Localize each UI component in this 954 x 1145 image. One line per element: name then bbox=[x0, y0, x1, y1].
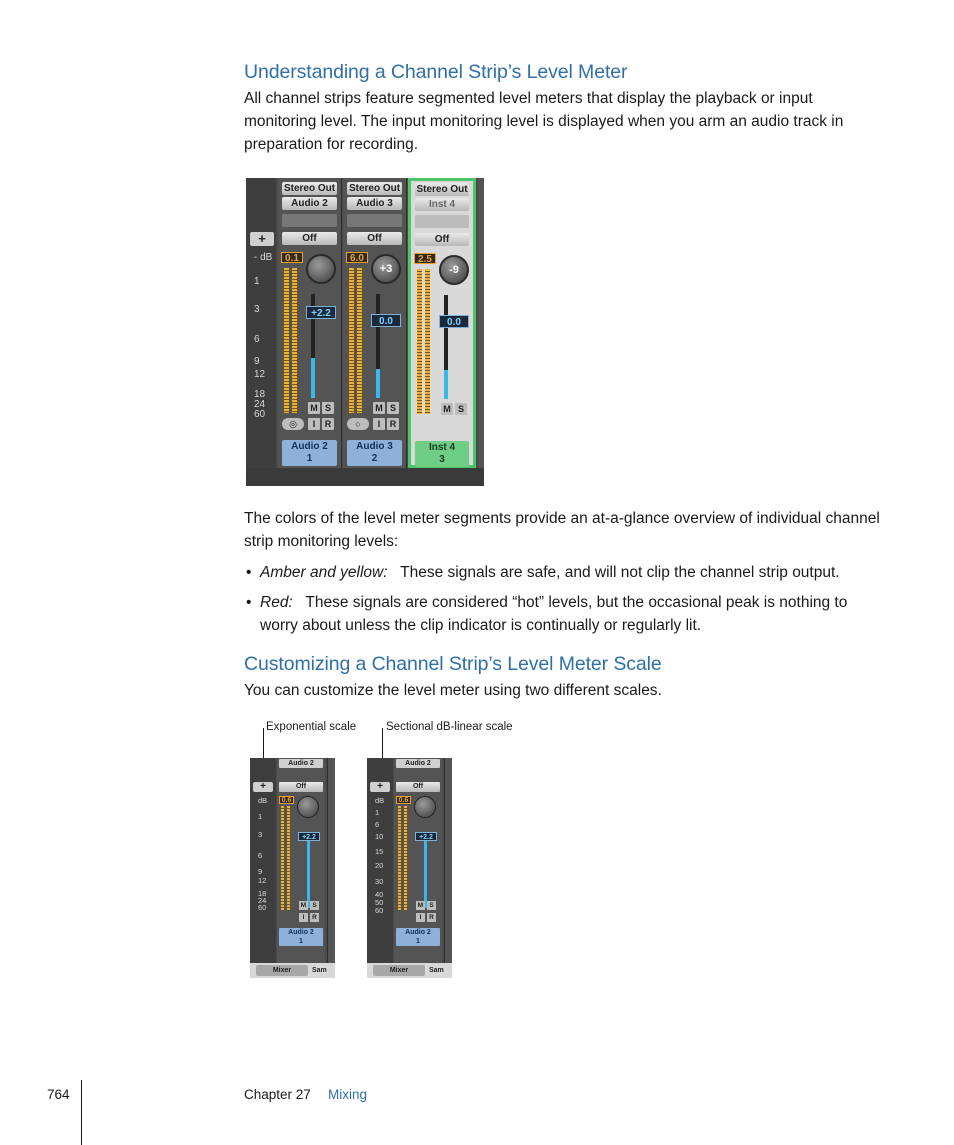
scale-tick: 3 bbox=[254, 304, 260, 315]
output-slot[interactable]: Stereo Out bbox=[416, 184, 468, 195]
scale-tick: 60 bbox=[254, 409, 266, 420]
chapter-name[interactable]: Mixing bbox=[328, 1087, 368, 1102]
scale-tick: 24 bbox=[258, 896, 267, 905]
volume-value[interactable]: +2.2 bbox=[298, 832, 320, 841]
input-format-button[interactable]: ○ bbox=[347, 418, 369, 430]
scale-tick: 50 bbox=[375, 898, 384, 907]
automation-off-button[interactable]: Off bbox=[282, 232, 337, 245]
input-monitor-button[interactable]: I bbox=[416, 913, 425, 922]
track-name-label[interactable] bbox=[415, 441, 469, 467]
track-number: 2 bbox=[371, 453, 378, 464]
level-scale bbox=[367, 758, 393, 963]
level-meter-left bbox=[417, 269, 422, 414]
scale-intro-paragraph: You can customize the level meter using two different scales. bbox=[244, 682, 662, 699]
mute-button[interactable]: M bbox=[441, 403, 453, 415]
window-tabs bbox=[367, 963, 452, 978]
volume-value[interactable]: 0.0 bbox=[439, 315, 469, 328]
input-monitor-button[interactable]: I bbox=[308, 418, 320, 430]
scale-tick: 6 bbox=[375, 820, 380, 829]
bullet-term: Amber and yellow: bbox=[260, 564, 388, 581]
record-enable-button[interactable]: R bbox=[322, 418, 334, 430]
scale-tick: 9 bbox=[254, 356, 260, 367]
channel-strip-inst-4 bbox=[408, 178, 476, 468]
section-heading-meter-scale: Customizing a Channel Strip’s Level Meter Scale bbox=[244, 653, 662, 675]
automation-off-button[interactable]: Off bbox=[279, 782, 323, 792]
linear-scale-callout: Sectional dB-linear scale bbox=[386, 721, 513, 733]
level-scale bbox=[250, 758, 276, 963]
scale-tick: 1 bbox=[254, 276, 260, 287]
bullet-mark: • bbox=[246, 594, 252, 611]
track-number: 3 bbox=[439, 454, 445, 465]
insert-slot[interactable] bbox=[282, 214, 337, 227]
channel-strip-audio-3 bbox=[343, 178, 407, 468]
level-meter-right bbox=[357, 268, 362, 413]
volume-fader[interactable] bbox=[307, 838, 310, 908]
bullet-red bbox=[244, 591, 884, 637]
section-heading-level-meter: Understanding a Channel Strip’s Level Meter bbox=[244, 61, 628, 83]
input-monitor-button[interactable]: I bbox=[299, 913, 308, 922]
fader-level bbox=[311, 358, 315, 398]
automation-off-button[interactable]: Off bbox=[347, 232, 402, 245]
level-scale bbox=[246, 178, 276, 486]
pan-knob[interactable] bbox=[297, 796, 319, 818]
automation-off-button[interactable]: Off bbox=[415, 233, 469, 246]
track-number: 1 bbox=[306, 453, 313, 464]
level-meter-left bbox=[284, 268, 289, 413]
mute-button[interactable]: M bbox=[308, 402, 320, 414]
pan-knob[interactable] bbox=[306, 254, 336, 284]
bullet-text: These signals are considered “hot” levels, but the occasional peak is nothing to worry about unless the clip indicator is continually or regularly lit. bbox=[260, 594, 848, 634]
scale-tick: 20 bbox=[375, 861, 384, 870]
solo-button[interactable]: S bbox=[455, 403, 467, 415]
level-meter-left bbox=[349, 268, 354, 413]
track-name: Inst 4 bbox=[428, 442, 456, 453]
peak-display: 0.6 bbox=[396, 796, 411, 804]
scale-tick: 12 bbox=[254, 369, 266, 380]
output-slot[interactable]: Stereo Out bbox=[283, 183, 336, 194]
scale-tick: 1 bbox=[375, 808, 380, 817]
scale-tick: 9 bbox=[258, 867, 263, 876]
solo-button[interactable]: S bbox=[310, 901, 319, 910]
peak-display: 6.0 bbox=[346, 252, 368, 263]
colors-intro-paragraph: The colors of the level meter segments provide an at-a-glance overview of individual channel strip monitoring levels: bbox=[244, 510, 880, 550]
fader-level bbox=[376, 369, 380, 398]
scale-tick: 15 bbox=[375, 847, 384, 856]
insert-slot[interactable] bbox=[415, 215, 469, 228]
scale-tick: 6 bbox=[258, 851, 263, 860]
level-meter-right bbox=[425, 269, 430, 414]
scale-tick: 18 bbox=[254, 389, 266, 400]
input-slot[interactable]: Audio 3 bbox=[347, 197, 402, 210]
peak-display: 2.5 bbox=[414, 253, 436, 264]
input-slot[interactable]: Inst 4 bbox=[415, 198, 469, 211]
solo-button[interactable]: S bbox=[387, 402, 399, 414]
scale-tick: 24 bbox=[254, 399, 266, 410]
record-enable-button[interactable]: R bbox=[427, 913, 436, 922]
input-format-button[interactable]: ◎ bbox=[282, 418, 304, 430]
channel-strip-audio-2 bbox=[394, 758, 442, 963]
volume-value[interactable]: 0.0 bbox=[371, 314, 401, 327]
scale-tick: 40 bbox=[375, 890, 384, 899]
input-slot[interactable]: Audio 2 bbox=[282, 197, 337, 210]
scale-tick: 6 bbox=[254, 334, 260, 345]
exponential-scale-callout: Exponential scale bbox=[266, 721, 357, 733]
next-strip-edge bbox=[478, 178, 484, 468]
solo-button[interactable]: S bbox=[427, 901, 436, 910]
input-monitor-button[interactable]: I bbox=[373, 418, 385, 430]
volume-fader[interactable] bbox=[424, 838, 427, 908]
linear-scale-screenshot bbox=[367, 758, 452, 978]
track-name: Audio 3 bbox=[356, 441, 393, 452]
mute-button[interactable]: M bbox=[300, 902, 307, 909]
page-number: 764 bbox=[47, 1087, 70, 1102]
scale-tick: 18 bbox=[258, 889, 267, 898]
input-slot[interactable]: Audio 2 bbox=[279, 759, 323, 768]
pan-knob[interactable] bbox=[414, 796, 436, 818]
next-strip-edge bbox=[444, 758, 452, 963]
track-name-label[interactable] bbox=[347, 440, 402, 466]
level-meter-right bbox=[287, 806, 290, 910]
track-name: Audio 2 bbox=[291, 441, 328, 452]
fader-level bbox=[444, 370, 448, 399]
mixer-bottom-bar bbox=[246, 468, 484, 486]
add-channel-button[interactable]: + bbox=[370, 782, 390, 792]
record-enable-button[interactable]: R bbox=[387, 418, 399, 430]
level-meter-left bbox=[281, 806, 284, 910]
footer-divider bbox=[81, 1080, 82, 1145]
window-tabs bbox=[250, 963, 335, 978]
mute-button[interactable]: M bbox=[373, 402, 385, 414]
level-meter-left bbox=[398, 806, 401, 910]
scale-tick: 30 bbox=[375, 877, 384, 886]
scale-tick: 3 bbox=[258, 830, 263, 839]
volume-value[interactable]: +2.2 bbox=[415, 832, 437, 841]
pan-knob[interactable]: +3 bbox=[371, 254, 401, 284]
mute-button[interactable]: M bbox=[417, 902, 424, 909]
pan-knob[interactable]: -9 bbox=[439, 255, 469, 285]
record-enable-button[interactable]: R bbox=[310, 913, 319, 922]
scale-tick: - dB bbox=[254, 252, 273, 263]
scale-tick: 60 bbox=[258, 903, 267, 912]
track-name-label[interactable] bbox=[396, 928, 440, 946]
track-number: 1 bbox=[299, 937, 303, 945]
scale-tick: 1 bbox=[258, 812, 263, 821]
channel-strip-audio-2 bbox=[277, 758, 325, 963]
level-meter-right bbox=[404, 806, 407, 910]
scale-tick: 12 bbox=[258, 876, 267, 885]
bullet-mark: • bbox=[246, 564, 252, 581]
peak-display: 0.1 bbox=[281, 252, 303, 263]
output-slot[interactable]: Stereo Out bbox=[348, 183, 401, 194]
peak-display: 0.6 bbox=[279, 796, 294, 804]
chapter-label: Chapter 27 bbox=[244, 1087, 311, 1102]
mixer-screenshot bbox=[246, 178, 484, 486]
scale-tick: 60 bbox=[375, 906, 384, 915]
track-name-label[interactable] bbox=[282, 440, 337, 466]
track-name: Audio 2 bbox=[288, 929, 314, 936]
tab-sample-editor[interactable]: Sam bbox=[312, 967, 327, 974]
bullet-amber-yellow bbox=[244, 561, 884, 584]
channel-strip-audio-2 bbox=[278, 178, 342, 468]
next-strip-edge bbox=[327, 758, 335, 963]
track-number: 1 bbox=[416, 937, 420, 945]
add-channel-button[interactable]: + bbox=[253, 782, 273, 792]
insert-slot[interactable] bbox=[347, 214, 402, 227]
solo-button[interactable]: S bbox=[322, 402, 334, 414]
intro-paragraph: All channel strips feature segmented level meters that display the playback or input monitoring level. The input monitoring level is displayed when you arm an audio track in preparation for recording. bbox=[244, 90, 844, 153]
bullet-term: Red: bbox=[260, 594, 293, 611]
input-slot[interactable]: Audio 2 bbox=[396, 759, 440, 768]
track-name-label[interactable] bbox=[279, 928, 323, 946]
tab-mixer[interactable]: Mixer bbox=[256, 965, 308, 976]
automation-off-button[interactable]: Off bbox=[396, 782, 440, 792]
add-channel-button[interactable]: + bbox=[250, 232, 274, 246]
exponential-scale-screenshot bbox=[250, 758, 335, 978]
scale-tick: dB bbox=[258, 796, 268, 805]
tab-mixer[interactable]: Mixer bbox=[373, 965, 425, 976]
bullet-text: These signals are safe, and will not clip the channel strip output. bbox=[400, 564, 840, 581]
scale-tick: 10 bbox=[375, 832, 384, 841]
level-meter-right bbox=[292, 268, 297, 413]
volume-value[interactable]: +2.2 bbox=[306, 306, 336, 319]
track-name: Audio 2 bbox=[405, 929, 431, 936]
tab-sample-editor[interactable]: Sam bbox=[429, 967, 444, 974]
scale-tick: dB bbox=[375, 796, 385, 805]
